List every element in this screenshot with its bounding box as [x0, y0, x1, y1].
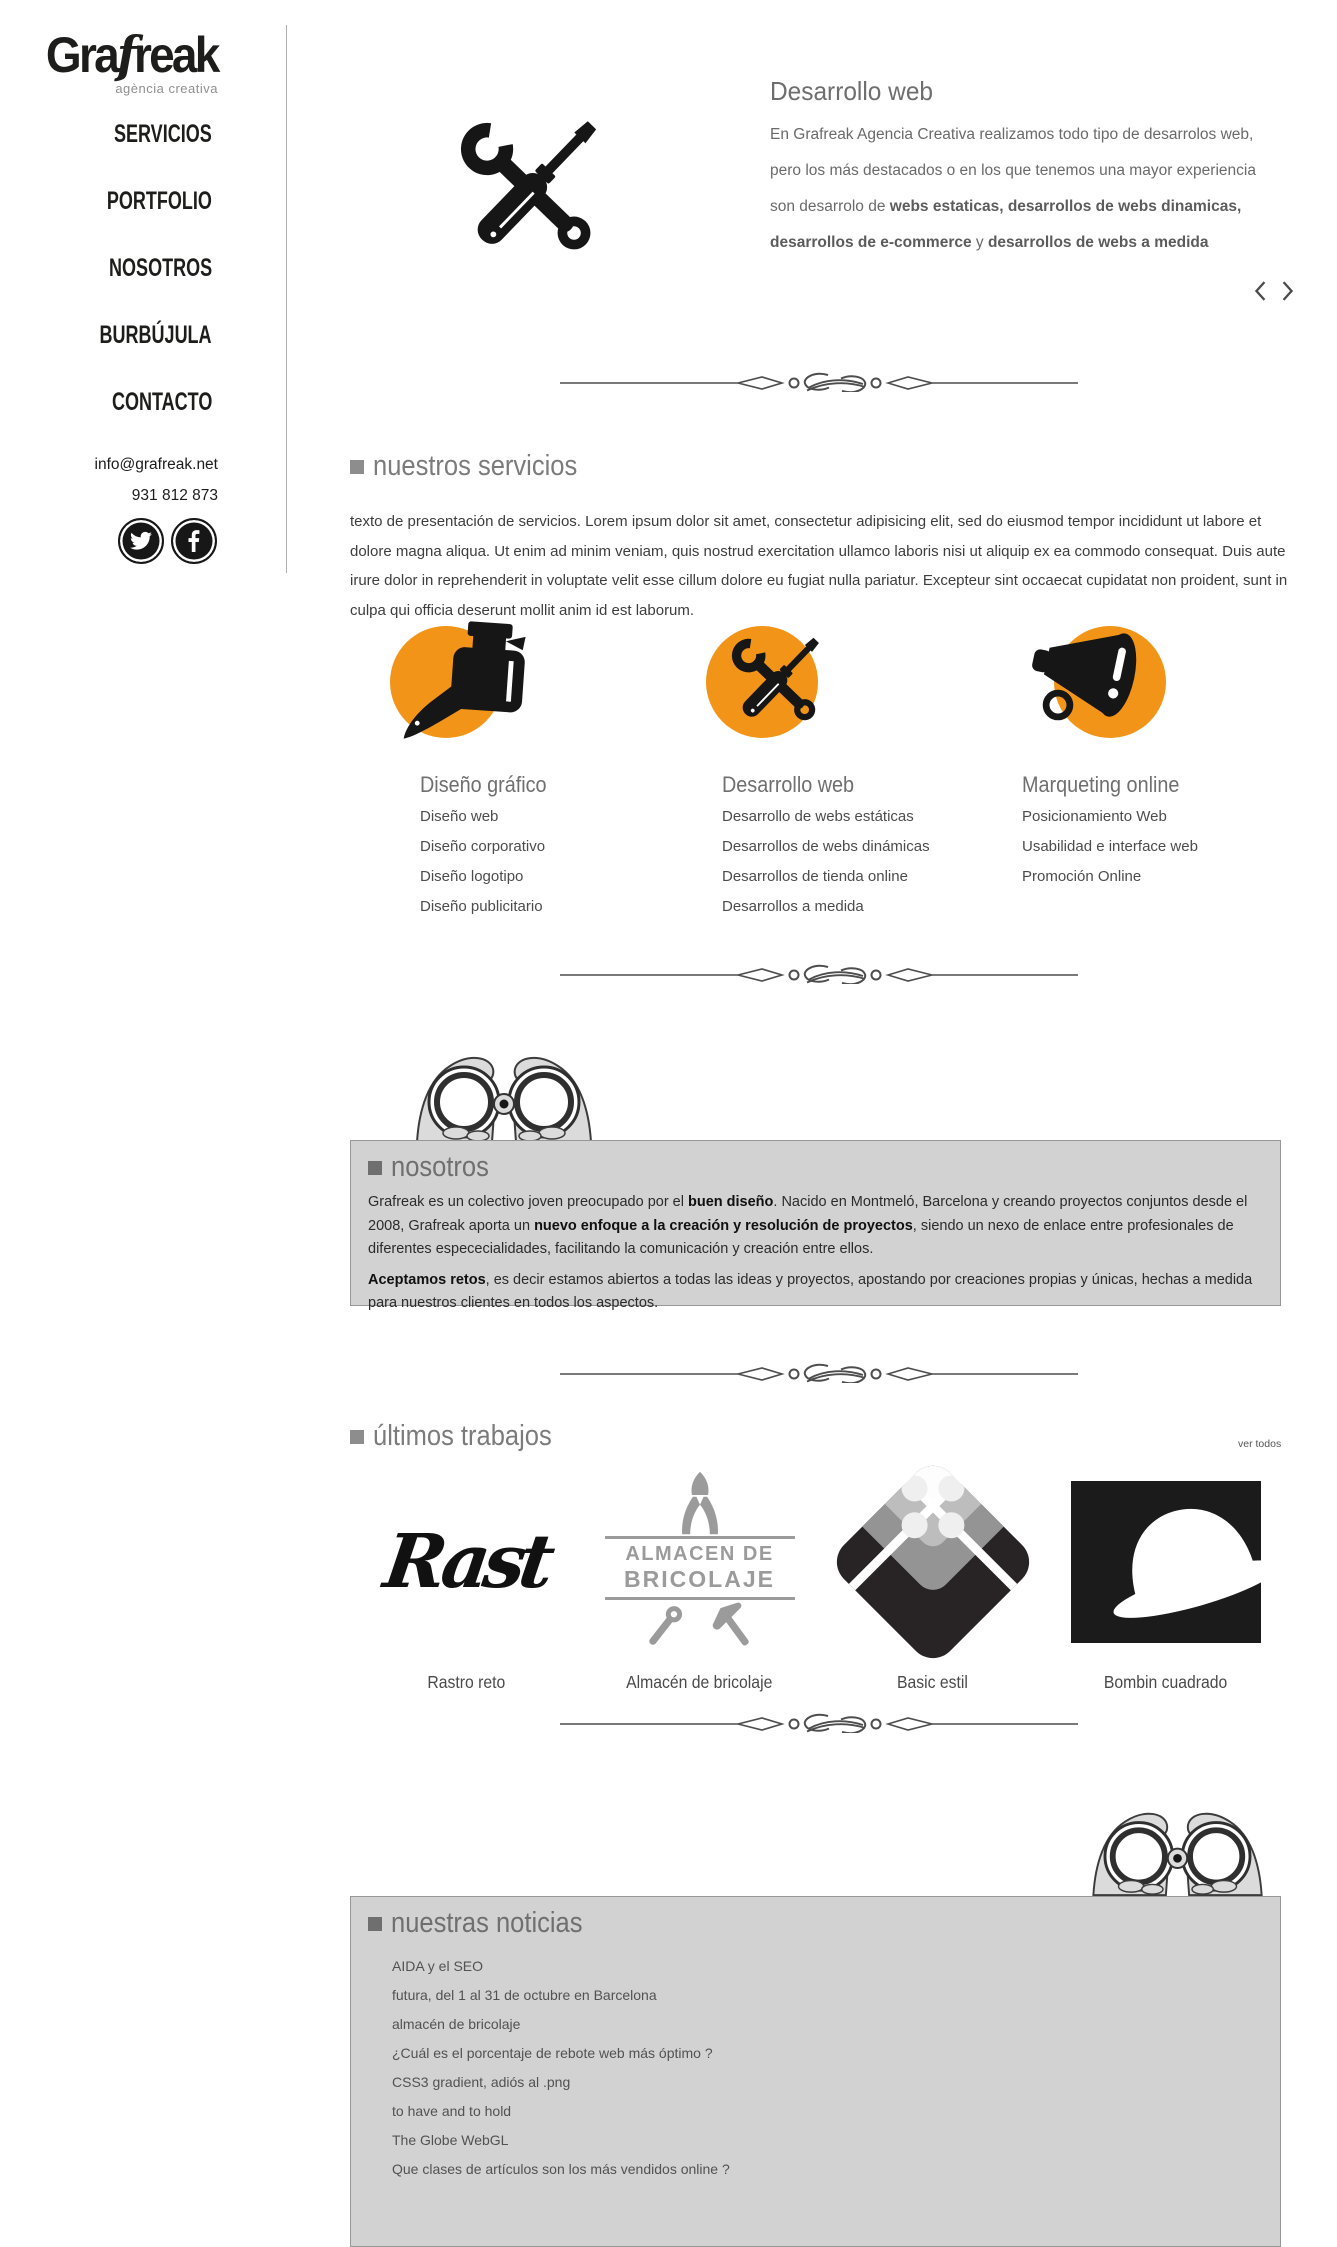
bombin-logo [1071, 1481, 1261, 1643]
twitter-link[interactable] [118, 518, 164, 564]
about-paragraph: Grafreak es un colectivo joven preocupado por el buen diseño. Nacido en Montmeló, Barcelona y creando proyectos conjuntos desde el 2008, Grafreak aporta un nuevo enfoque a la creación y resolución de proyectos, siendo un nexo de enlace entre profesionales de diferentes espececialidades, facilitando la comunicación y creación entre ellos. [368, 1194, 1248, 1257]
news-link[interactable]: to have and to hold [392, 2103, 512, 2119]
service-link[interactable]: Desarrollos de tienda online [722, 868, 908, 885]
section-bullet-icon [368, 1161, 382, 1175]
pliers-icon [671, 1470, 729, 1536]
services-intro: texto de presentación de servicios. Lorem ipsum dolor sit amet, consectetur adipisicing elit, sed do eiusmod tempor incididunt ut labore et dolore magna aliqua. Ut enim ad minim veniam, quis nostrud exercitation ullamco laboris nisi ut aliquip ex ea commodo consequat. Duis aute irure dolor in reprehenderit in voluptate velit esse cillum dolore eu fugiat nulla pariatur. Excepteur sint occaecat cupidatat non proident, sunt in culpa qui officia deserunt mollit anim id est laborum. [350, 513, 1288, 619]
news-link[interactable]: AIDA y el SEO [392, 1958, 484, 1974]
news-link[interactable]: ¿Cuál es el porcentaje de rebote web más óptimo ? [392, 2045, 713, 2061]
almacen-logo-line1: ALMACEN DE [625, 1543, 774, 1565]
almacen-logo-line2: BRICOLAJE [624, 1566, 775, 1592]
service-link[interactable]: Desarrollos de webs dinámicas [722, 838, 930, 855]
next-arrow-icon[interactable] [1280, 279, 1296, 303]
news-link[interactable]: The Globe WebGL [392, 2132, 509, 2148]
nav-item[interactable]: BURBÚJULA [99, 321, 212, 349]
contact-email[interactable]: info@grafreak.net [94, 456, 218, 473]
logo-rule [605, 1536, 795, 1539]
nav-item[interactable]: PORTFOLIO [107, 187, 212, 215]
service-illustration [390, 618, 560, 760]
service-column-marqueting-online [992, 618, 1292, 898]
work-thumbnail [816, 1462, 1049, 1662]
section-bullet-icon [350, 1430, 364, 1444]
facebook-link[interactable] [171, 518, 217, 564]
work-thumbnail [583, 1462, 816, 1662]
twitter-icon [129, 529, 153, 553]
almacen-logo [605, 1470, 795, 1654]
main-nav [0, 120, 212, 455]
work-title: Rastro reto [427, 1672, 506, 1692]
work-item-bombin-cuadrado[interactable] [1049, 1462, 1282, 1693]
service-title[interactable]: Desarrollo web [722, 772, 855, 797]
service-link[interactable]: Posicionamiento Web [1022, 808, 1167, 825]
work-title: Basic estil [897, 1672, 968, 1692]
service-links [420, 808, 690, 915]
service-illustration [692, 618, 862, 760]
service-link[interactable]: Usabilidad e interface web [1022, 838, 1198, 855]
service-link[interactable]: Diseño logotipo [420, 868, 524, 885]
service-link[interactable]: Desarrollos a medida [722, 898, 864, 915]
services-section-heading: nuestros servicios [350, 450, 605, 483]
bowler-hat-icon [1085, 1487, 1261, 1637]
slide-text[interactable] [770, 76, 1285, 261]
view-all-link[interactable]: ver todos [1238, 1438, 1282, 1450]
service-title[interactable]: Marqueting online [1022, 772, 1180, 797]
service-links [722, 808, 992, 915]
logo-wordmark: Grafreak [46, 25, 218, 84]
rastro-logo: Rast [378, 1519, 555, 1605]
logo-tagline: agència creativa [115, 81, 218, 96]
about-paragraph: Aceptamos retos, es decir estamos abiertos a todas las ideas y proyectos, apostando por creaciones propias y únicas, hechas a medida para nuestros clientes en todos los aspectos. [368, 1271, 1253, 1311]
work-thumbnail [1049, 1462, 1282, 1662]
slider-arrows [1252, 279, 1296, 303]
sidebar-divider [286, 25, 287, 573]
megaphone-icon [1030, 618, 1170, 742]
service-illustration [992, 618, 1162, 760]
service-title[interactable]: Diseño gráfico [420, 772, 547, 797]
news-section-heading: nuestras noticias [368, 1907, 1263, 1940]
news-panel [350, 1896, 1281, 2247]
binoculars-icon [1075, 1780, 1280, 1896]
facebook-icon [183, 530, 205, 552]
work-item-basic-estil[interactable] [816, 1462, 1049, 1693]
news-list [392, 1952, 1263, 2184]
work-title: Bombin cuadrado [1103, 1672, 1228, 1692]
service-link[interactable]: Diseño publicitario [420, 898, 543, 915]
news-link[interactable]: futura, del 1 al 31 de octubre en Barcelona [392, 1987, 657, 2003]
prev-arrow-icon[interactable] [1252, 279, 1268, 303]
logo[interactable] [0, 25, 218, 96]
about-section-heading: nosotros [368, 1151, 1263, 1184]
about-panel [350, 1140, 1281, 1311]
news-link[interactable]: almacén de bricolaje [392, 2016, 521, 2032]
tools-icon [427, 90, 632, 290]
news-link[interactable]: Que clases de artículos son los más vendidos online ? [392, 2161, 730, 2177]
slide-description: En Grafreak Agencia Creativa realizamos todo tipo de desarrolos web, pero los más destacados o en los que tenemos una mayor experiencia son desarrolo de webs estaticas, desarrollos de webs dinamicas, desarrollos de e-commerce y desarrollos de webs a medida [770, 126, 1256, 251]
service-link[interactable]: Promoción Online [1022, 868, 1142, 885]
works-section-heading: últimos trabajos [350, 1420, 576, 1453]
contact-block [0, 456, 218, 505]
service-links [1022, 808, 1292, 885]
binoculars-icon [398, 1024, 610, 1142]
news-link[interactable]: CSS3 gradient, adiós al .png [392, 2074, 571, 2090]
work-thumbnail [350, 1462, 583, 1662]
section-bullet-icon [350, 460, 364, 474]
contact-phone: 931 812 873 [131, 487, 218, 504]
ornamental-divider [558, 1711, 1080, 1733]
nav-item[interactable]: NOSOTROS [108, 254, 212, 282]
service-column-diseno-grafico [390, 618, 690, 928]
slide-title: Desarrollo web [770, 76, 934, 106]
wrench-hammer-icon [625, 1600, 775, 1654]
nav-item[interactable]: CONTACTO [111, 388, 212, 416]
work-title: Almacén de bricolaje [626, 1672, 773, 1692]
service-link[interactable]: Diseño web [420, 808, 499, 825]
ornamental-divider [558, 962, 1080, 984]
social-links [118, 518, 217, 564]
works-grid [350, 1462, 1283, 1693]
service-link[interactable]: Diseño corporativo [420, 838, 546, 855]
service-column-desarrollo-web [692, 618, 992, 928]
pen-and-ink-icon [394, 618, 544, 750]
work-item-almacen-de-bricolaje[interactable] [583, 1462, 816, 1693]
section-bullet-icon [368, 1917, 382, 1931]
ornamental-divider [558, 1361, 1080, 1383]
nav-item[interactable]: SERVICIOS [114, 120, 212, 148]
tools-icon [710, 618, 842, 746]
slide-tools-illustration[interactable] [427, 90, 632, 296]
service-link[interactable]: Desarrollo de webs estáticas [722, 808, 914, 825]
work-item-rastro-reto[interactable] [350, 1462, 583, 1693]
ornamental-divider [558, 370, 1080, 392]
basic-estil-logo [833, 1464, 1033, 1660]
